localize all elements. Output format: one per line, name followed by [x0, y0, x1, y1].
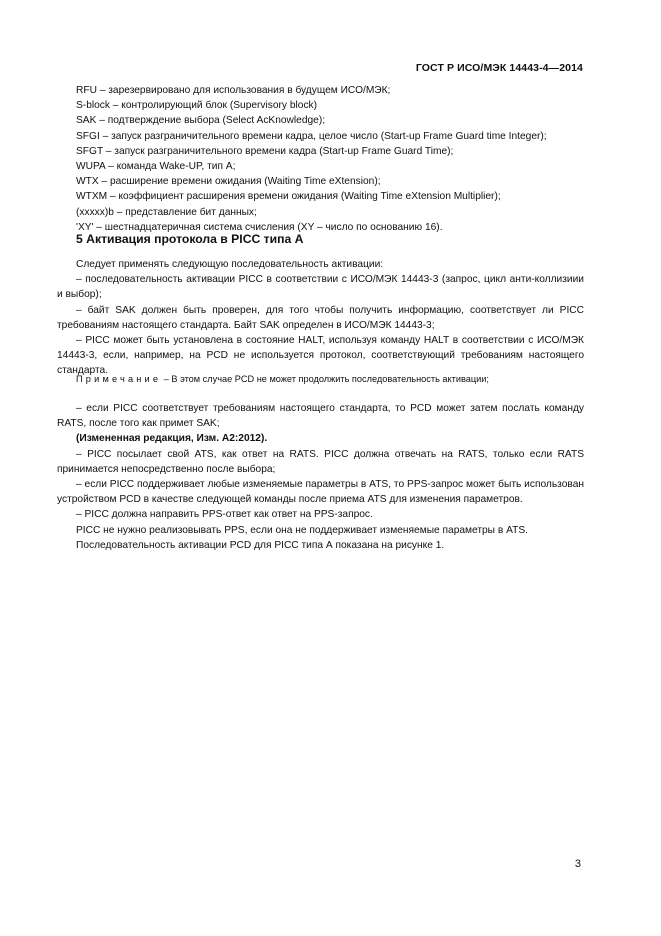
note: [76, 374, 489, 384]
paragraph: PICC не нужно реализовывать PPS, если она не поддерживает изменяемые параметры в ATS.: [76, 524, 528, 536]
paragraph: Следует применять следующую последовательность активации:: [76, 259, 384, 270]
paragraph: – байт SAK должен быть проверен, для того чтобы получить информацию, соответствует ли PICC требованиям настоящего стандарта. Байт SAK определен в ИСО/МЭК 14443-3;: [57, 304, 584, 331]
abbreviation-item: 'XY' – шестнадцатеричная система счисления (XY – число по основанию 16).: [76, 221, 443, 233]
amendment-note: (Измененная редакция, Изм. А2:2012).: [76, 433, 268, 445]
paragraph: – если PICC соответствует требованиям настоящего стандарта, то PCD может затем послать команду RATS, после того как примет SAK;: [57, 403, 584, 430]
paragraph: – PICC может быть установлена в состояние HALT, используя команду HALT в соответствии с ИСО/МЭК 14443-3, если, например, на PCD не используется протокол, соответствующий требованиям настоящего стандарта.: [57, 335, 584, 377]
paragraph: – PICC посылает свой ATS, как ответ на RATS. PICC должна отвечать на RATS, только если RATS принимается непосредственно после выбора;: [57, 448, 584, 475]
note-label: Примечание: [76, 374, 162, 384]
abbreviation-item: RFU – зарезервировано для использования в будущем ИСО/МЭК;: [76, 85, 391, 96]
abbreviations-list: [76, 83, 586, 235]
paragraph: Последовательность активации PCD для PICC типа А показана на рисунке 1.: [76, 539, 445, 551]
paragraph: – если PICC поддерживает любые изменяемые параметры в ATS, то PPS-запрос может быть использован устройством PCD в качестве следующей команды после приема ATS для изменения параметров.: [57, 479, 584, 506]
abbreviation-item: SAK – подтверждение выбора (Select AcKnowledge);: [76, 115, 326, 127]
section-title: 5 Активация протокола в PICC типа А: [76, 232, 304, 246]
page-number: 3: [574, 858, 581, 870]
body-text-block-2: [57, 401, 584, 553]
abbreviation-item: S-block – контролирующий блок (Supervisory block): [76, 100, 318, 112]
abbreviation-item: (xxxxx)b – представление бит данных;: [76, 206, 257, 218]
paragraph: – последовательность активации PICC в соответствии с ИСО/МЭК 14443-3 (запрос, цикл анти-коллизиии и выбор);: [57, 274, 584, 301]
document-header: ГОСТ Р ИСО/МЭК 14443-4—2014: [415, 62, 583, 74]
abbreviation-item: WTXM – коэффициент расширения времени ожидания (Waiting Time eXtension Multiplier);: [76, 191, 501, 203]
abbreviation-item: WTX – расширение времени ожидания (Waiting Time eXtension);: [76, 176, 381, 188]
abbreviation-item: SFGT – запуск разграничительного времени кадра (Start-up Frame Guard Time);: [76, 145, 454, 157]
note-text: – В этом случае PCD не может продолжить последовательность активации;: [163, 374, 489, 384]
abbreviation-item: SFGI – запуск разграничительного времени кадра, целое число (Start-up Frame Guard time Integer);: [76, 130, 547, 142]
abbreviation-item: WUPA – команда Wake-UP, тип А;: [76, 161, 236, 173]
body-text-block-1: [57, 257, 584, 379]
paragraph: – PICC должна направить PPS-ответ как ответ на PPS-запрос.: [76, 509, 373, 521]
